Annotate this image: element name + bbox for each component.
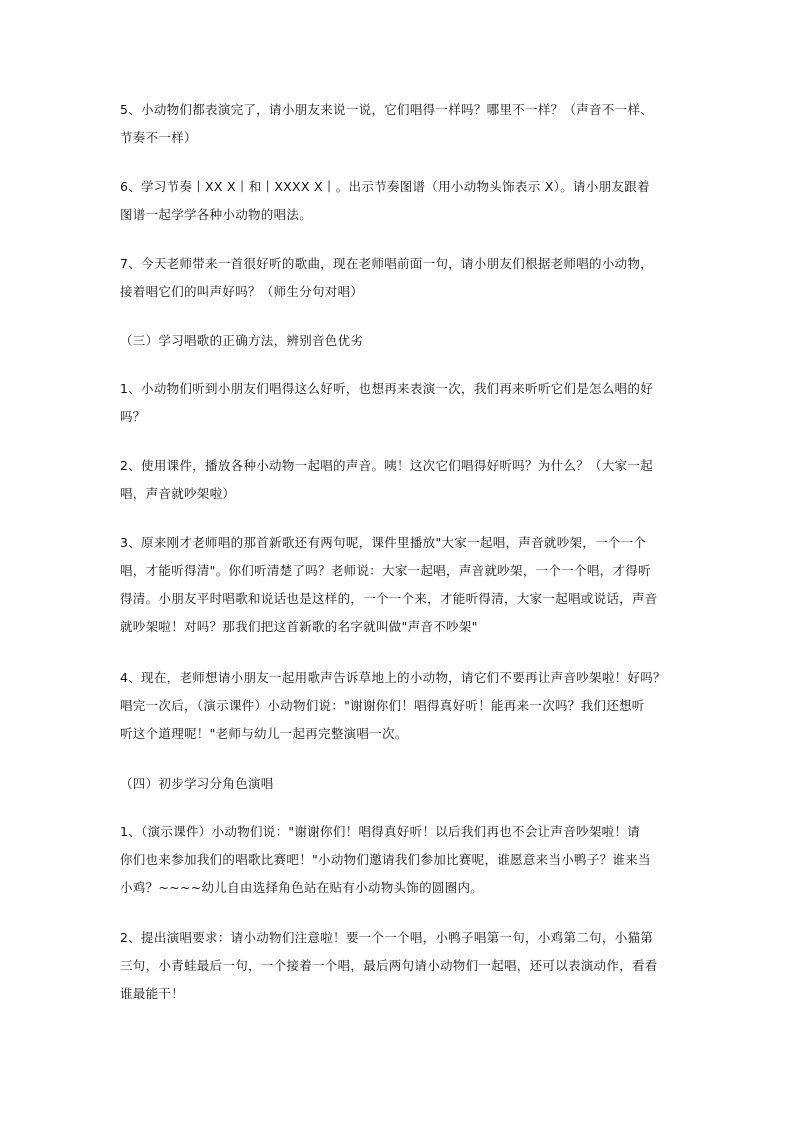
text-line: 吗？ [120,409,146,424]
text-line: 你们也来参加我们的唱歌比赛吧！"小动物们邀请我们参加比赛呢，谁愿意来当小鸭子？谁来当 [120,852,651,867]
text-line: 谁最能干！ [120,986,185,1001]
section-heading-3 [120,327,680,355]
text-line: 7、今天老师带来一首很好听的歌曲，现在老师唱前面一句，请小朋友们根据老师唱的小动物， [120,256,654,271]
text-line: 图谱一起学学各种小动物的唱法。 [120,207,313,222]
text-line: 唱，声音就吵架啦） [120,486,236,501]
paragraph-section3-step-3 [120,529,680,641]
text-line: 3、原来刚才老师唱的那首新歌还有两句呢，课件里播放"大家一起唱，声音就吵架，一个一个 [120,535,647,550]
paragraph-section4-step-1 [120,818,680,902]
paragraph-step-7 [120,250,680,306]
text-line: 6、学习节奏丨XX X丨和丨XXXX X丨。出示节奏图谱（用小动物头饰表示 X）。请小朋友跟着 [120,179,650,194]
text-line: 1、小动物们听到小朋友们唱得这么好听，也想再来表演一次，我们再来听听它们是怎么唱的好 [120,381,654,396]
heading-text: （四）初步学习分角色演唱 [120,776,274,791]
text-line: 1、（演示课件）小动物们说："谢谢你们！唱得真好听！以后我们再也不会让声音吵架啦！请 [120,824,641,839]
text-line: 唱完一次后，（演示课件）小动物们说："谢谢你们！唱得真好听！能再来一次吗？我们还想听 [120,698,645,713]
text-line: 得清。小朋友平时唱歌和说话也是这样的，一个一个来，才能听得清，大家一起唱或说话，声音 [120,591,658,606]
paragraph-section3-step-2 [120,452,680,508]
paragraph-step-5 [120,96,680,152]
paragraph-section4-step-2 [120,924,680,1008]
text-line: 听这个道理呢！"老师与幼儿一起再完整演唱一次。 [120,726,408,741]
text-line: 就吵架啦！对吗？那我们把这首新歌的名字就叫做"声音不吵架" [120,619,478,634]
paragraph-section3-step-1 [120,375,680,431]
text-line: 2、使用课件，播放各种小动物一起唱的声音。咦！这次它们唱得好听吗？为什么？（大家一起 [120,458,654,473]
text-line: 接着唱它们的叫声好吗？（师生分句对唱） [120,284,364,299]
text-line: 三句，小青蛙最后一句，一个接着一个唱，最后两句请小动物们一起唱，还可以表演动作，看看 [120,958,658,973]
text-line: 2、提出演唱要求：请小动物们注意啦！要一个一个唱，小鸭子唱第一句，小鸡第二句，小猫第 [120,930,654,945]
paragraph-step-6 [120,173,680,229]
text-line: 5、小动物们都表演完了，请小朋友来说一说，它们唱得一样吗？哪里不一样？（声音不一样、 [120,102,654,117]
paragraph-section3-step-4 [120,664,680,748]
text-line: 节奏不一样） [120,130,197,145]
text-line: 4、现在，老师想请小朋友一起用歌声告诉草地上的小动物，请它们不要再让声音吵架啦！好吗？ [120,670,666,685]
section-heading-4 [120,770,680,798]
text-line: 唱，才能听得清"。你们听清楚了吗？老师说：大家一起唱，声音就吵架，一个一个唱，才得听 [120,563,651,578]
text-line: 小鸡？~~~~幼儿自由选择角色站在贴有小动物头饰的圆圈内。 [120,880,484,895]
heading-text: （三）学习唱歌的正确方法，辨别音色优劣 [120,333,364,348]
